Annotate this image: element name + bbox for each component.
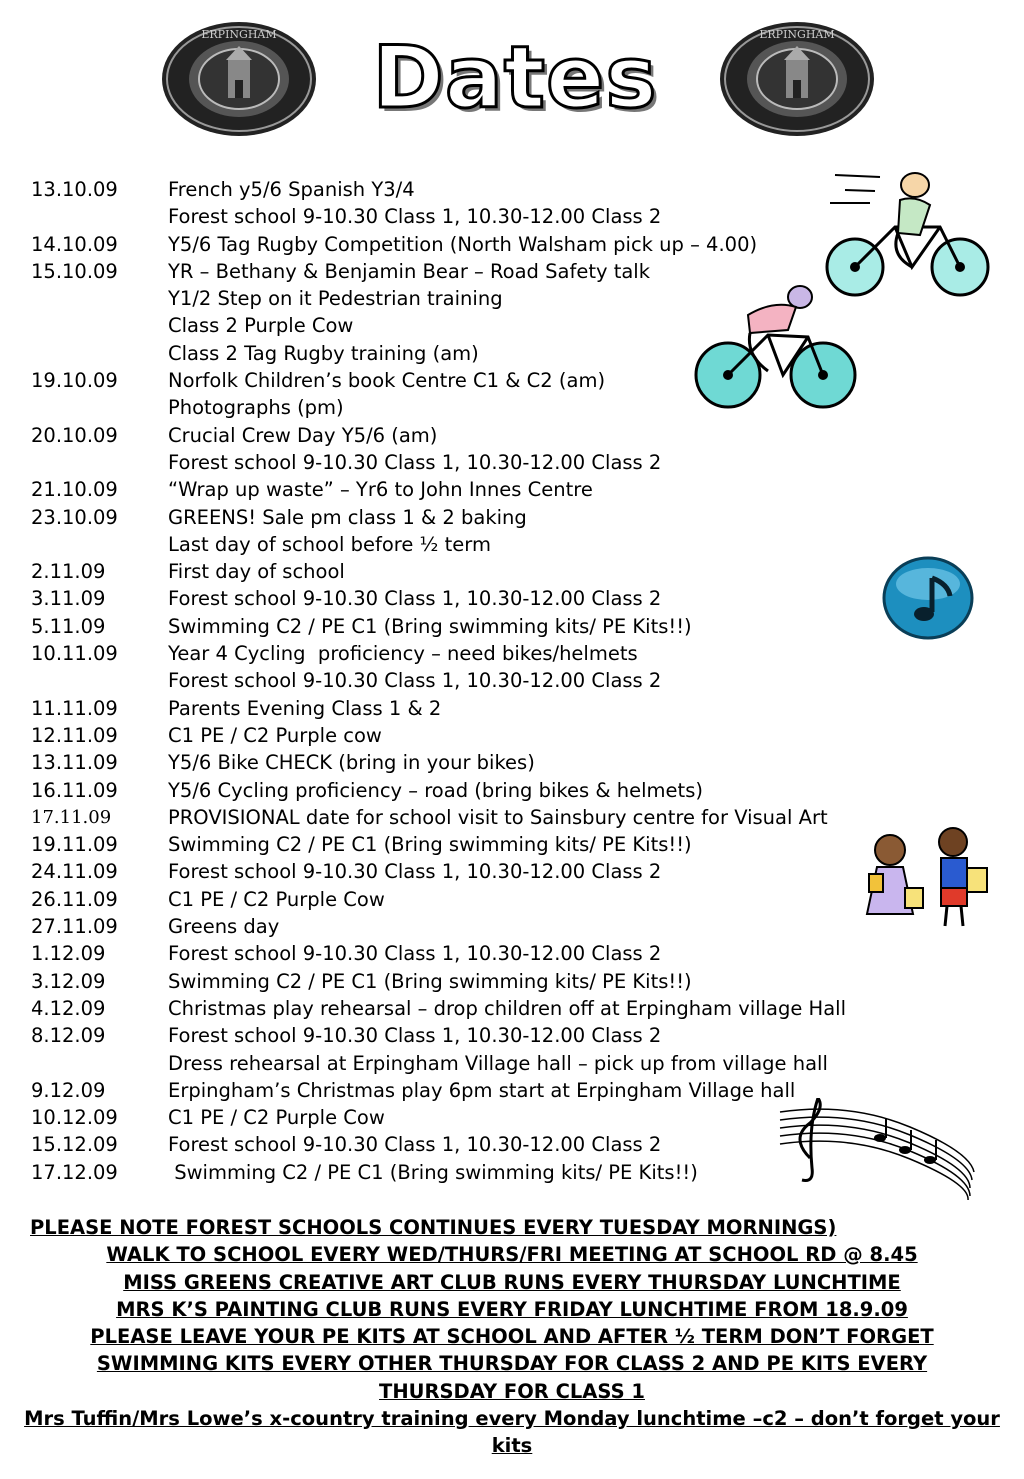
entry-date: 13.10.09 [31,178,118,201]
date-entry-row [31,476,991,503]
entry-event: C1 PE / C2 Purple Cow [168,1106,385,1130]
entry-date: 11.11.09 [31,696,118,720]
date-entry-row [31,749,991,776]
notice-line: Mrs Tuffin/Mrs Lowe’s x-country training every Monday lunchtime –c2 – don’t forget your kits [24,1407,1000,1458]
entry-event: C1 PE / C2 Purple cow [168,723,382,747]
entry-date: 2.11.09 [31,560,106,584]
entry-event: Forest school 9-10.30 Class 1, 10.30-12.00 Class 2 [168,587,662,611]
date-entry-row [31,858,991,885]
entry-date: 27.11.09 [31,915,118,939]
notices [20,1214,1004,1460]
entry-date: 1.12.09 [31,942,106,966]
notice-line: THURSDAY FOR CLASS 1 [379,1379,645,1403]
date-entry-row [31,995,991,1022]
entry-event: Swimming C2 / PE C1 (Bring swimming kits/ PE Kits!!) [168,833,692,857]
date-entry-row [31,640,991,667]
date-entry-row [31,504,991,531]
entry-date: 20.10.09 [31,423,118,447]
date-entry-row [31,913,991,940]
date-entry-row [31,585,991,612]
date-entry-row [31,449,991,476]
entry-event: Erpingham’s Christmas play 6pm start at Erpingham Village hall [168,1078,796,1102]
school-seal-icon [160,20,318,138]
date-entry-row [31,1050,991,1077]
entry-event: Forest school 9-10.30 Class 1, 10.30-12.00 Class 2 [168,942,662,966]
entry-date: 13.11.09 [31,751,118,775]
entry-event: Photographs (pm) [168,396,344,420]
entry-date: 5.11.09 [31,614,106,638]
date-entry-row [31,804,991,831]
entry-event: Greens day [168,915,280,939]
entry-event: Class 2 Tag Rugby training (am) [168,341,479,365]
entry-event: Forest school 9-10.30 Class 1, 10.30-12.00 Class 2 [168,669,662,693]
date-entry-row [31,531,991,558]
entry-date: 9.12.09 [31,1078,106,1102]
notice-line: PLEASE NOTE FOREST SCHOOLS CONTINUES EVERY TUESDAY MORNINGS) [30,1216,837,1239]
entry-date: 10.12.09 [31,1106,118,1130]
date-entry-row [31,968,991,995]
page-title: Dates [372,28,658,128]
entry-event: Norfolk Children’s book Centre C1 & C2 (am) [168,369,606,393]
date-entry-row [31,558,991,585]
entry-event: Y5/6 Cycling proficiency – road (bring bikes & helmets) [168,778,703,802]
entry-event: “Wrap up waste” – Yr6 to John Innes Centre [168,478,593,502]
date-entry-row [31,695,991,722]
entry-date: 21.10.09 [31,478,118,502]
entry-event: C1 PE / C2 Purple Cow [168,887,385,911]
entry-event: Forest school 9-10.30 Class 1, 10.30-12.00 Class 2 [168,205,662,229]
notice-line: SWIMMING KITS EVERY OTHER THURSDAY FOR CLASS 2 AND PE KITS EVERY [96,1352,928,1376]
entry-event: YR – Bethany & Benjamin Bear – Road Safety talk [168,259,651,283]
entry-event: Forest school 9-10.30 Class 1, 10.30-12.00 Class 2 [168,1024,662,1048]
entry-date: 3.12.09 [31,969,106,993]
entry-event: Swimming C2 / PE C1 (Bring swimming kits/ PE Kits!!) [168,614,692,638]
entry-event: Swimming C2 / PE C1 (Bring swimming kits/ PE Kits!!) [168,969,692,993]
school-seal-icon [718,20,876,138]
entry-date: 10.11.09 [31,642,118,666]
entry-date: 3.11.09 [31,587,106,611]
entry-event: Parents Evening Class 1 & 2 [168,696,442,720]
entry-date: 15.12.09 [31,1133,118,1157]
entry-date: 19.11.09 [31,833,118,857]
date-entry-row [31,422,991,449]
date-entry-row [31,667,991,694]
entry-date: 24.11.09 [31,860,118,884]
entry-date: 26.11.09 [31,887,118,911]
date-entry-row [31,1022,991,1049]
date-entry-row [31,613,991,640]
music-note-icon [882,556,974,640]
entry-date: 14.10.09 [31,232,118,256]
entry-date: 19.10.09 [31,369,118,393]
entry-event: Last day of school before ½ term [168,532,491,556]
entry-event: Forest school 9-10.30 Class 1, 10.30-12.00 Class 2 [168,450,662,474]
entry-event: Forest school 9-10.30 Class 1, 10.30-12.00 Class 2 [168,860,662,884]
entry-event: Y5/6 Tag Rugby Competition (North Walsham pick up – 4.00) [168,232,758,256]
notice-line: PLEASE LEAVE YOUR PE KITS AT SCHOOL AND AFTER ½ TERM DON’T FORGET [90,1325,934,1349]
entry-event: Y1/2 Step on it Pedestrian training [168,287,503,311]
entry-event: Forest school 9-10.30 Class 1, 10.30-12.00 Class 2 [168,1133,662,1157]
entry-date: 16.11.09 [31,778,118,802]
entry-date: 17.11.09 [31,806,112,828]
entry-event: First day of school [168,560,345,584]
entry-date: 23.10.09 [31,505,118,529]
entry-event: Dress rehearsal at Erpingham Village hall – pick up from village hall [168,1051,828,1075]
cyclist-illustration [688,275,858,420]
entry-event: Crucial Crew Day Y5/6 (am) [168,423,438,447]
entry-event: French y5/6 Spanish Y3/4 [168,178,415,201]
date-entry-row [31,722,991,749]
svg-text:ERPINGHAM: ERPINGHAM [201,28,277,41]
entry-event: Y5/6 Bike CHECK (bring in your bikes) [168,751,535,775]
entry-date: 15.10.09 [31,259,118,283]
children-with-books-illustration [855,822,1005,934]
entry-date: 8.12.09 [31,1024,106,1048]
entry-event: Christmas play rehearsal – drop children off at Erpingham village Hall [168,996,846,1020]
date-entry-row [31,886,991,913]
entry-event: GREENS! Sale pm class 1 & 2 baking [168,505,527,529]
notice-line: WALK TO SCHOOL EVERY WED/THURS/FRI MEETING AT SCHOOL RD @ 8.45 [106,1243,918,1267]
svg-text:ERPINGHAM: ERPINGHAM [759,28,835,41]
entry-event: Year 4 Cycling proficiency – need bikes/helmets [168,642,638,666]
entry-event: Class 2 Purple Cow [168,314,354,338]
entry-date: 12.11.09 [31,723,118,747]
date-entry-row [31,831,991,858]
entry-date: 17.12.09 [31,1160,118,1184]
entry-date: 4.12.09 [31,996,106,1020]
notice-line: MRS K’S PAINTING CLUB RUNS EVERY FRIDAY LUNCHTIME FROM 18.9.09 [116,1297,908,1321]
entry-event: PROVISIONAL date for school visit to Sainsbury centre for Visual Art [168,805,828,829]
entry-event: Swimming C2 / PE C1 (Bring swimming kits/ PE Kits!!) [168,1160,698,1184]
musical-staff-illustration [770,1098,975,1200]
date-entry-row [31,777,991,804]
notice-line: MISS GREENS CREATIVE ART CLUB RUNS EVERY THURSDAY LUNCHTIME [123,1270,901,1294]
date-entry-row [31,940,991,967]
